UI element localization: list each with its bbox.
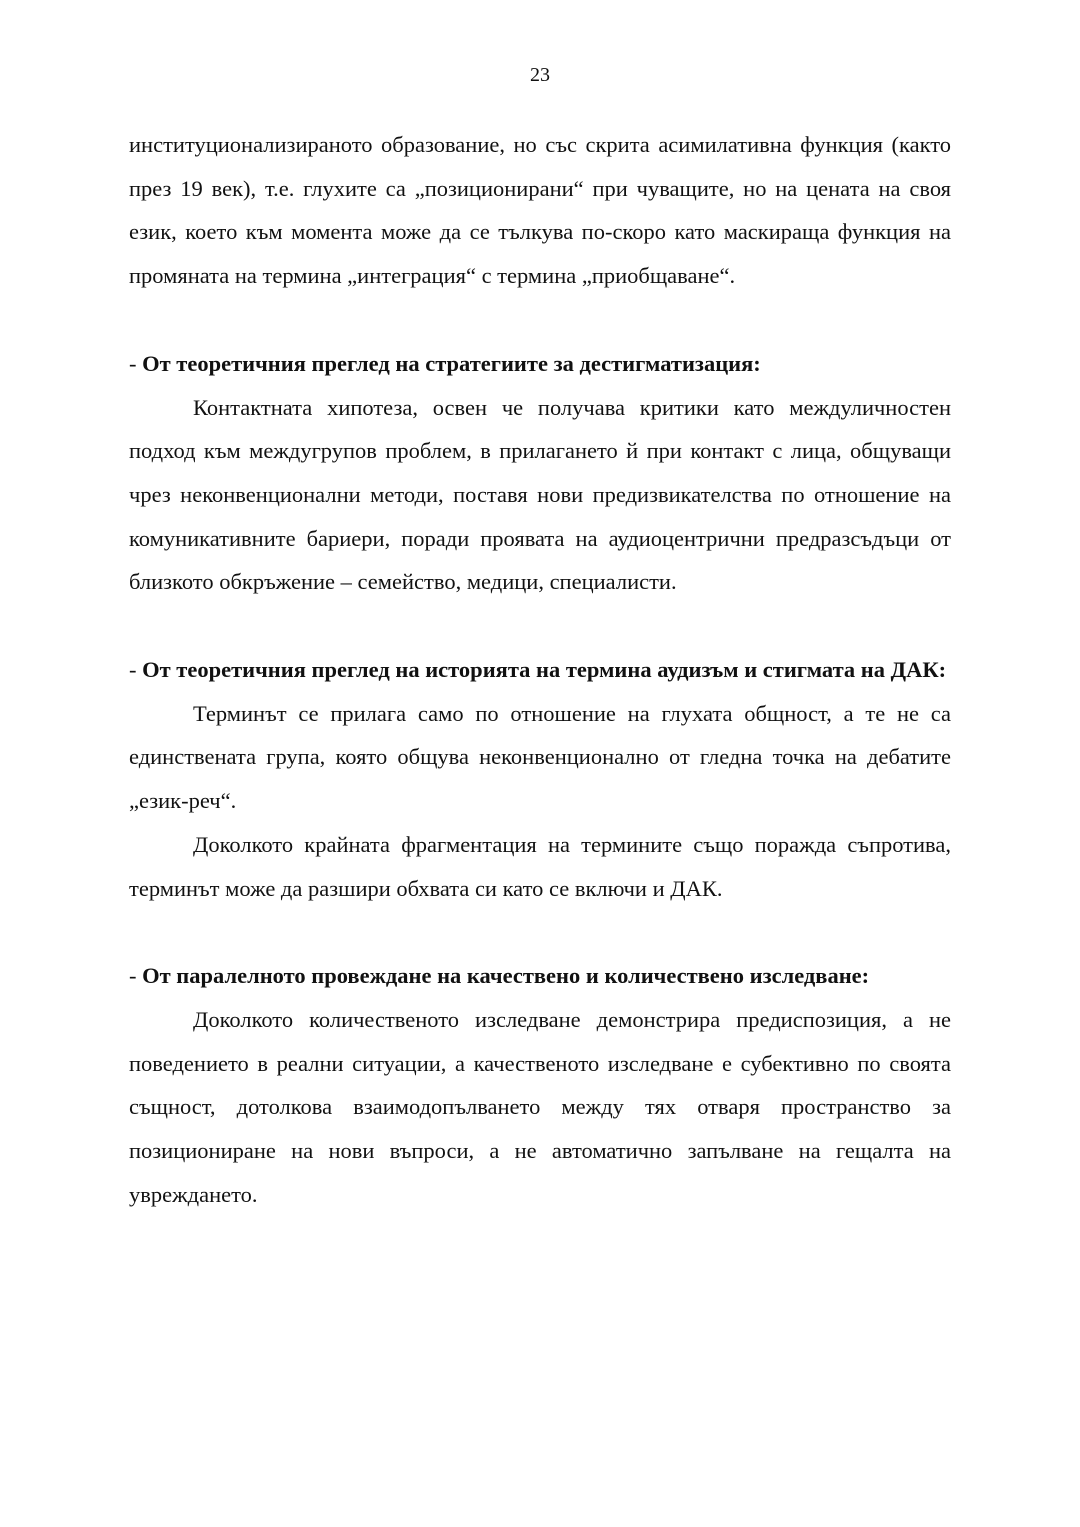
heading-dash: - (129, 963, 143, 989)
heading-text: От теоретичния преглед на историята на термина аудизъм и стигмата на ДАК: (142, 657, 947, 683)
heading-dash: - (129, 350, 143, 376)
page-content (129, 123, 951, 1216)
paragraph-research-complementarity: Доколкото количественото изследване демонстрира предиспозиция, а не поведението в реални ситуации, а качественото изследване е субективно по своята същност, дотолкова взаимодопълването между тях отваря пространство за позициониране на нови въпроси, а не автоматично запълване на гещалта на увреждането. (129, 1006, 951, 1207)
paragraph-continuation: институционализираното образование, но със скрита асимилативна функция (както през 19 век), т.е. глухите са „позиционирани“ при чуващите, но на цената на своя език, което към момента може да се тълкува по-скоро като маскираща функция на промяната на термина „интеграция“ с термина „приобщаване“. (129, 132, 951, 289)
heading-text: От паралелното провеждане на качествено и количествено изследване: (142, 963, 870, 989)
paragraph-term-fragmentation: Доколкото крайната фрагментация на термините също поражда съпротива, терминът може да разшири обхвата си като се включи и ДАК. (129, 831, 951, 901)
heading-dash: - (129, 657, 143, 683)
section-heading-destigmatization (129, 342, 951, 386)
section-heading-audism (129, 648, 951, 692)
section-heading-research (129, 954, 951, 998)
page-number: 23 (530, 64, 550, 86)
paragraph-term-scope: Терминът се прилага само по отношение на глухата общност, а те не са единствената група, която общува неконвенционално от гледна точка на дебатите „език-реч“. (129, 700, 951, 814)
heading-text: От теоретичния преглед на стратегиите за дестигматизация: (142, 350, 761, 376)
paragraph-contact-hypothesis: Контактната хипотеза, освен че получава критики като междуличностен подход към междугрупов проблем, в прилагането й при контакт с лица, общуващи чрез неконвенционални методи, поставя нови предизвикателства по отношение на комуникативните бариери, поради проявата на аудиоцентрични предразсъдъци от близкото обкръжение – семейство, медици, специалисти. (129, 394, 951, 595)
